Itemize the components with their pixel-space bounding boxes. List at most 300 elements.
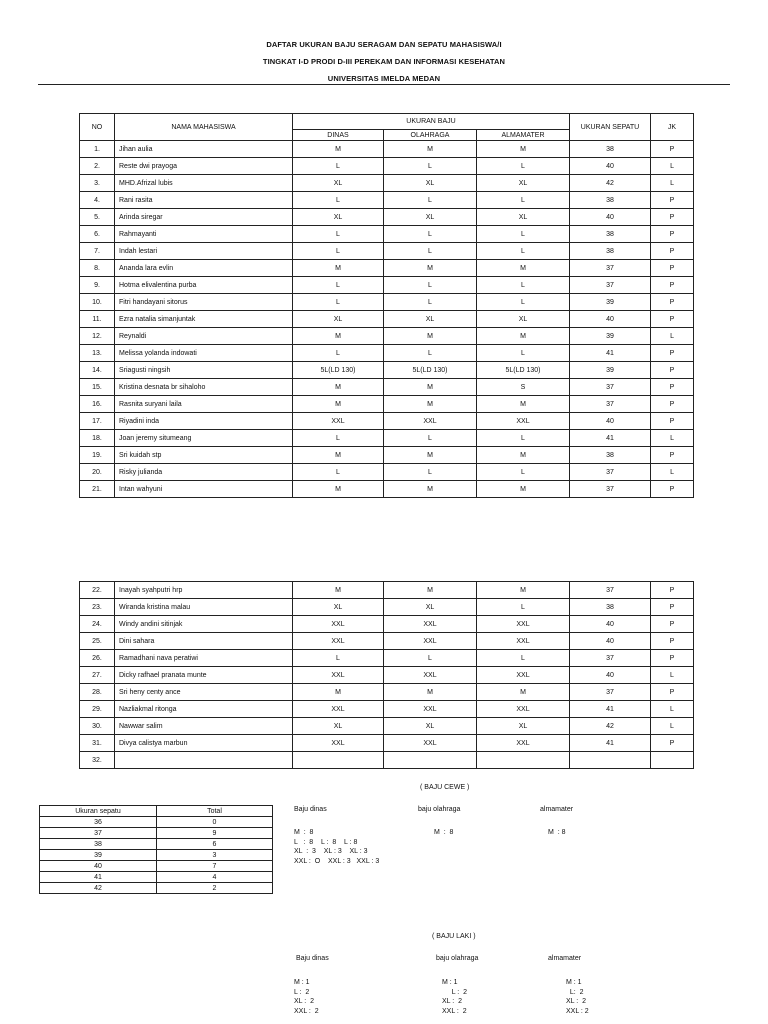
- cell-dinas: M: [293, 379, 384, 396]
- cell-olahraga: XL: [384, 209, 477, 226]
- cell-no: 8.: [80, 260, 115, 277]
- cell-no: 13.: [80, 345, 115, 362]
- cell-jk: P: [651, 277, 694, 294]
- cell-no: 28.: [80, 684, 115, 701]
- cell-no: 32.: [80, 752, 115, 769]
- cell-nama: Nawwar salim: [115, 718, 293, 735]
- cell-sepatu: 37: [570, 277, 651, 294]
- cell-jk: P: [651, 311, 694, 328]
- summary-row: [40, 850, 273, 861]
- cell-almamater: L: [477, 464, 570, 481]
- cell-sepatu: 38: [570, 141, 651, 158]
- cell-no: 17.: [80, 413, 115, 430]
- cell-nama: Ananda lara evlin: [115, 260, 293, 277]
- summary-row: [40, 839, 273, 850]
- cell-jk: L: [651, 718, 694, 735]
- table-row: [80, 684, 694, 701]
- cell-almamater: M: [477, 260, 570, 277]
- cell-almamater: L: [477, 345, 570, 362]
- table-row: [80, 464, 694, 481]
- cell-jk: P: [651, 616, 694, 633]
- cell-sepatu: 40: [570, 413, 651, 430]
- title-line-1: DAFTAR UKURAN BAJU SERAGAM DAN SEPATU MAHASISWA/I: [266, 40, 502, 49]
- table-row: [80, 362, 694, 379]
- cell-olahraga: XXL: [384, 701, 477, 718]
- table-row: [80, 379, 694, 396]
- table-row: [80, 175, 694, 192]
- cell-jk: P: [651, 735, 694, 752]
- cell-olahraga: L: [384, 430, 477, 447]
- table-row: [80, 582, 694, 599]
- cell-dinas: L: [293, 243, 384, 260]
- cell-nama: Kristina desnata br sihaloho: [115, 379, 293, 396]
- laki-dinas-label: Baju dinas: [296, 955, 329, 962]
- cell-almamater: M: [477, 396, 570, 413]
- cell-nama: Indah lestari: [115, 243, 293, 260]
- cell-jk: P: [651, 243, 694, 260]
- laki-almamater-values: M : 1 L: 2 XL : 2 XXL : 2: [566, 979, 589, 1015]
- cell-sepatu: 40: [570, 667, 651, 684]
- cell-almamater: XXL: [477, 701, 570, 718]
- cell-olahraga: L: [384, 158, 477, 175]
- cell-nama: Dicky rafhael pranata munte: [115, 667, 293, 684]
- cell-jk: P: [651, 362, 694, 379]
- table-row: [80, 430, 694, 447]
- cell-olahraga: L: [384, 294, 477, 311]
- cell-no: 30.: [80, 718, 115, 735]
- table-row: [80, 752, 694, 769]
- cell-dinas: XL: [293, 175, 384, 192]
- cewe-almamater-label: almamater: [540, 806, 574, 813]
- cell-almamater: XXL: [477, 735, 570, 752]
- cell-no: 25.: [80, 633, 115, 650]
- cell-no: 16.: [80, 396, 115, 413]
- cell-dinas: XXL: [293, 667, 384, 684]
- cell-nama: Ramadhani nava peratiwi: [115, 650, 293, 667]
- cell-nama: Riyadini inda: [115, 413, 293, 430]
- cell-dinas: M: [293, 582, 384, 599]
- laki-almamater-label: almamater: [548, 955, 582, 962]
- cell-olahraga: XXL: [384, 633, 477, 650]
- summary-header-total: Total: [157, 806, 273, 817]
- header-sepatu: UKURAN SEPATU: [570, 114, 651, 141]
- cewe-olahraga-label: baju olahraga: [418, 806, 461, 813]
- cell-nama: Wiranda kristina malau: [115, 599, 293, 616]
- cell-sepatu: 38: [570, 226, 651, 243]
- cell-olahraga: M: [384, 447, 477, 464]
- summary-row: [40, 828, 273, 839]
- cell-olahraga: M: [384, 481, 477, 498]
- title-line-2: TINGKAT I-D PRODI D-III PEREKAM DAN INFORMASI KESEHATAN: [262, 57, 506, 66]
- table-row: [80, 718, 694, 735]
- cell-no: 24.: [80, 616, 115, 633]
- cell-no: 22.: [80, 582, 115, 599]
- cell-olahraga: XXL: [384, 616, 477, 633]
- sepatu-summary-table: [39, 805, 273, 894]
- cell-jk: L: [651, 328, 694, 345]
- cell-dinas: L: [293, 430, 384, 447]
- cell-almamater: XL: [477, 209, 570, 226]
- table-row: [80, 599, 694, 616]
- summary-size: 41: [40, 872, 157, 883]
- summary-total: 0: [157, 817, 273, 828]
- cell-almamater: [477, 752, 570, 769]
- cell-nama: Ezra natalia simanjuntak: [115, 311, 293, 328]
- cell-almamater: XL: [477, 718, 570, 735]
- cell-no: 11.: [80, 311, 115, 328]
- cell-almamater: L: [477, 277, 570, 294]
- cell-olahraga: XL: [384, 599, 477, 616]
- cell-olahraga: L: [384, 464, 477, 481]
- cell-sepatu: 37: [570, 684, 651, 701]
- summary-total: 6: [157, 839, 273, 850]
- header-dinas: DINAS: [293, 130, 384, 141]
- cell-nama: Nazliakmal ritonga: [115, 701, 293, 718]
- cell-sepatu: 41: [570, 701, 651, 718]
- summary-total: 3: [157, 850, 273, 861]
- cell-almamater: XXL: [477, 667, 570, 684]
- header-olahraga: OLAHRAGA: [384, 130, 477, 141]
- cell-sepatu: 37: [570, 650, 651, 667]
- table-row: [80, 226, 694, 243]
- cell-dinas: L: [293, 158, 384, 175]
- cell-nama: Arinda siregar: [115, 209, 293, 226]
- cell-no: 14.: [80, 362, 115, 379]
- cell-jk: P: [651, 209, 694, 226]
- cell-no: 10.: [80, 294, 115, 311]
- title-line-3: UNIVERSITAS IMELDA MEDAN: [327, 74, 441, 83]
- cell-no: 18.: [80, 430, 115, 447]
- cell-almamater: XXL: [477, 633, 570, 650]
- cell-dinas: XXL: [293, 616, 384, 633]
- cell-no: 12.: [80, 328, 115, 345]
- cell-sepatu: 37: [570, 464, 651, 481]
- summary-row: [40, 883, 273, 894]
- cell-nama: Melissa yolanda indowati: [115, 345, 293, 362]
- cewe-olahraga-values: M : 8: [434, 829, 454, 836]
- cell-no: 23.: [80, 599, 115, 616]
- cell-nama: Jihan aulia: [115, 141, 293, 158]
- cell-olahraga: XXL: [384, 735, 477, 752]
- table-row: [80, 260, 694, 277]
- cell-jk: P: [651, 633, 694, 650]
- header-nama: NAMA MAHASISWA: [115, 114, 293, 141]
- table-row: [80, 735, 694, 752]
- cell-no: 9.: [80, 277, 115, 294]
- table-row: [80, 311, 694, 328]
- cell-dinas: M: [293, 447, 384, 464]
- cell-sepatu: 40: [570, 209, 651, 226]
- cell-olahraga: XXL: [384, 667, 477, 684]
- cell-olahraga: XXL: [384, 413, 477, 430]
- cell-sepatu: 39: [570, 362, 651, 379]
- cell-dinas: XL: [293, 599, 384, 616]
- cell-olahraga: [384, 752, 477, 769]
- summary-row: [40, 861, 273, 872]
- cell-dinas: M: [293, 141, 384, 158]
- summary-size: 36: [40, 817, 157, 828]
- cell-jk: P: [651, 226, 694, 243]
- cell-sepatu: 38: [570, 447, 651, 464]
- summary-size: 37: [40, 828, 157, 839]
- summary-total: 4: [157, 872, 273, 883]
- cell-olahraga: XL: [384, 175, 477, 192]
- summary-total: 2: [157, 883, 273, 894]
- laki-olahraga-label: baju olahraga: [436, 955, 479, 962]
- cell-nama: Reynaldi: [115, 328, 293, 345]
- cell-sepatu: 39: [570, 294, 651, 311]
- cell-almamater: L: [477, 294, 570, 311]
- table-row: [80, 328, 694, 345]
- cell-sepatu: 38: [570, 243, 651, 260]
- cewe-almamater-values: M : 8: [548, 829, 566, 836]
- cell-no: 4.: [80, 192, 115, 209]
- table-row: [80, 141, 694, 158]
- cell-olahraga: L: [384, 226, 477, 243]
- header-no: NO: [80, 114, 115, 141]
- cell-almamater: L: [477, 192, 570, 209]
- cell-almamater: XXL: [477, 616, 570, 633]
- laki-dinas-values: M : 1 L : 2 XL : 2 XXL : 2: [294, 979, 319, 1015]
- cell-almamater: L: [477, 430, 570, 447]
- cell-almamater: XL: [477, 311, 570, 328]
- summary-size: 39: [40, 850, 157, 861]
- cell-no: 20.: [80, 464, 115, 481]
- cell-jk: P: [651, 379, 694, 396]
- cell-dinas: M: [293, 396, 384, 413]
- table-row: [80, 616, 694, 633]
- cell-almamater: M: [477, 684, 570, 701]
- cell-jk: P: [651, 260, 694, 277]
- cell-olahraga: L: [384, 243, 477, 260]
- cell-nama: Joan jeremy situmeang: [115, 430, 293, 447]
- cell-dinas: XXL: [293, 701, 384, 718]
- cell-no: 31.: [80, 735, 115, 752]
- cell-almamater: XXL: [477, 413, 570, 430]
- cell-no: 21.: [80, 481, 115, 498]
- cell-nama: Fitri handayani sitorus: [115, 294, 293, 311]
- cell-nama: [115, 752, 293, 769]
- cell-nama: Sriagusti ningsih: [115, 362, 293, 379]
- summary-total: 7: [157, 861, 273, 872]
- student-size-table-continued: [79, 581, 694, 769]
- summary-size: 40: [40, 861, 157, 872]
- cell-no: 3.: [80, 175, 115, 192]
- table-row: [80, 667, 694, 684]
- cell-dinas: L: [293, 226, 384, 243]
- cell-olahraga: L: [384, 277, 477, 294]
- cell-nama: Reste dwi prayoga: [115, 158, 293, 175]
- cell-jk: P: [651, 141, 694, 158]
- cell-nama: Rasnita suryani laila: [115, 396, 293, 413]
- cell-olahraga: L: [384, 345, 477, 362]
- cell-olahraga: M: [384, 328, 477, 345]
- cell-nama: Rani rasita: [115, 192, 293, 209]
- cell-jk: L: [651, 464, 694, 481]
- cell-almamater: L: [477, 243, 570, 260]
- cell-olahraga: 5L(LD 130): [384, 362, 477, 379]
- cell-jk: P: [651, 650, 694, 667]
- table-row: [80, 243, 694, 260]
- cell-dinas: XL: [293, 311, 384, 328]
- cell-olahraga: XL: [384, 718, 477, 735]
- cell-olahraga: M: [384, 396, 477, 413]
- cell-jk: [651, 752, 694, 769]
- summary-size: 38: [40, 839, 157, 850]
- cell-dinas: M: [293, 328, 384, 345]
- cell-sepatu: 40: [570, 616, 651, 633]
- cell-no: 15.: [80, 379, 115, 396]
- cell-almamater: M: [477, 447, 570, 464]
- cell-jk: L: [651, 701, 694, 718]
- cell-nama: Intan wahyuni: [115, 481, 293, 498]
- cell-olahraga: M: [384, 260, 477, 277]
- header-divider: [38, 84, 730, 85]
- cell-jk: P: [651, 599, 694, 616]
- cell-jk: P: [651, 413, 694, 430]
- table-row: [80, 633, 694, 650]
- cell-dinas: 5L(LD 130): [293, 362, 384, 379]
- cell-sepatu: 37: [570, 582, 651, 599]
- table-row: [80, 413, 694, 430]
- cell-sepatu: 37: [570, 260, 651, 277]
- table-row: [80, 650, 694, 667]
- cell-olahraga: M: [384, 379, 477, 396]
- table-row: [80, 447, 694, 464]
- cell-olahraga: M: [384, 582, 477, 599]
- cell-dinas: M: [293, 684, 384, 701]
- cell-nama: Inayah syahputri hrp: [115, 582, 293, 599]
- cell-olahraga: L: [384, 650, 477, 667]
- cell-dinas: XL: [293, 718, 384, 735]
- summary-size: 42: [40, 883, 157, 894]
- cell-sepatu: 41: [570, 735, 651, 752]
- cell-dinas: M: [293, 481, 384, 498]
- cell-sepatu: 38: [570, 192, 651, 209]
- cell-jk: L: [651, 158, 694, 175]
- cell-dinas: L: [293, 650, 384, 667]
- table-row: [80, 277, 694, 294]
- cell-dinas: [293, 752, 384, 769]
- cell-sepatu: 39: [570, 328, 651, 345]
- cell-nama: Sri heny centy ance: [115, 684, 293, 701]
- cell-dinas: XXL: [293, 633, 384, 650]
- summary-header-size: Ukuran sepatu: [40, 806, 157, 817]
- header-almamater: ALMAMATER: [477, 130, 570, 141]
- table-body-page2: [80, 582, 694, 769]
- cell-nama: Hotma elivalentina purba: [115, 277, 293, 294]
- cell-no: 26.: [80, 650, 115, 667]
- cell-no: 29.: [80, 701, 115, 718]
- cell-almamater: 5L(LD 130): [477, 362, 570, 379]
- cell-dinas: M: [293, 260, 384, 277]
- cell-jk: P: [651, 345, 694, 362]
- cell-dinas: L: [293, 192, 384, 209]
- cell-almamater: M: [477, 328, 570, 345]
- cell-dinas: L: [293, 464, 384, 481]
- student-size-table: [79, 113, 694, 498]
- cell-no: 5.: [80, 209, 115, 226]
- summary-total: 9: [157, 828, 273, 839]
- cell-sepatu: 40: [570, 311, 651, 328]
- cell-nama: Sri kuidah stp: [115, 447, 293, 464]
- cell-nama: Rahmayanti: [115, 226, 293, 243]
- table-body-page1: [80, 141, 694, 498]
- cell-sepatu: 37: [570, 481, 651, 498]
- cell-no: 6.: [80, 226, 115, 243]
- cell-sepatu: 42: [570, 175, 651, 192]
- cell-almamater: XL: [477, 175, 570, 192]
- cell-dinas: L: [293, 345, 384, 362]
- summary-row: [40, 872, 273, 883]
- cell-dinas: XXL: [293, 413, 384, 430]
- cell-nama: Divya calistya marbun: [115, 735, 293, 752]
- cell-nama: Risky julianda: [115, 464, 293, 481]
- cell-almamater: S: [477, 379, 570, 396]
- cell-sepatu: 37: [570, 396, 651, 413]
- cell-no: 7.: [80, 243, 115, 260]
- cell-almamater: M: [477, 141, 570, 158]
- cell-sepatu: 41: [570, 430, 651, 447]
- cell-nama: Windy andini sitinjak: [115, 616, 293, 633]
- cewe-dinas-label: Baju dinas: [294, 806, 327, 813]
- laki-olahraga-values: M : 1 L : 2 XL : 2 XXL : 2: [442, 979, 468, 1015]
- cell-dinas: XXL: [293, 735, 384, 752]
- header-jk: JK: [651, 114, 694, 141]
- cell-sepatu: 37: [570, 379, 651, 396]
- cell-sepatu: 41: [570, 345, 651, 362]
- cell-sepatu: 38: [570, 599, 651, 616]
- cell-dinas: L: [293, 294, 384, 311]
- table-row: [80, 481, 694, 498]
- cell-jk: P: [651, 481, 694, 498]
- table-row: [80, 192, 694, 209]
- cell-sepatu: 42: [570, 718, 651, 735]
- cell-nama: MHD.Afrizal lubis: [115, 175, 293, 192]
- cell-jk: L: [651, 175, 694, 192]
- cell-almamater: L: [477, 226, 570, 243]
- cell-jk: P: [651, 582, 694, 599]
- cell-sepatu: [570, 752, 651, 769]
- cell-olahraga: L: [384, 192, 477, 209]
- header-ukuran-baju: UKURAN BAJU: [293, 114, 570, 130]
- summary-row: [40, 817, 273, 828]
- cell-olahraga: M: [384, 141, 477, 158]
- cell-jk: P: [651, 192, 694, 209]
- cell-jk: P: [651, 684, 694, 701]
- cell-sepatu: 40: [570, 158, 651, 175]
- baju-cewe-title: ( BAJU CEWE ): [420, 784, 470, 791]
- cell-almamater: L: [477, 650, 570, 667]
- cell-almamater: L: [477, 158, 570, 175]
- summary-body: [40, 817, 273, 894]
- cewe-dinas-values: M : 8 L : 8 L : 8 L : 8 XL : 3 XL : 3 XL : 3 XXL : O XXL : 3 XXL : 3: [294, 829, 380, 865]
- cell-almamater: M: [477, 582, 570, 599]
- cell-dinas: L: [293, 277, 384, 294]
- cell-jk: P: [651, 396, 694, 413]
- table-row: [80, 294, 694, 311]
- table-row: [80, 345, 694, 362]
- cell-no: 19.: [80, 447, 115, 464]
- table-row: [80, 209, 694, 226]
- cell-jk: P: [651, 447, 694, 464]
- cell-dinas: XL: [293, 209, 384, 226]
- cell-no: 1.: [80, 141, 115, 158]
- cell-jk: P: [651, 294, 694, 311]
- table-row: [80, 158, 694, 175]
- cell-nama: Dini sahara: [115, 633, 293, 650]
- cell-jk: L: [651, 430, 694, 447]
